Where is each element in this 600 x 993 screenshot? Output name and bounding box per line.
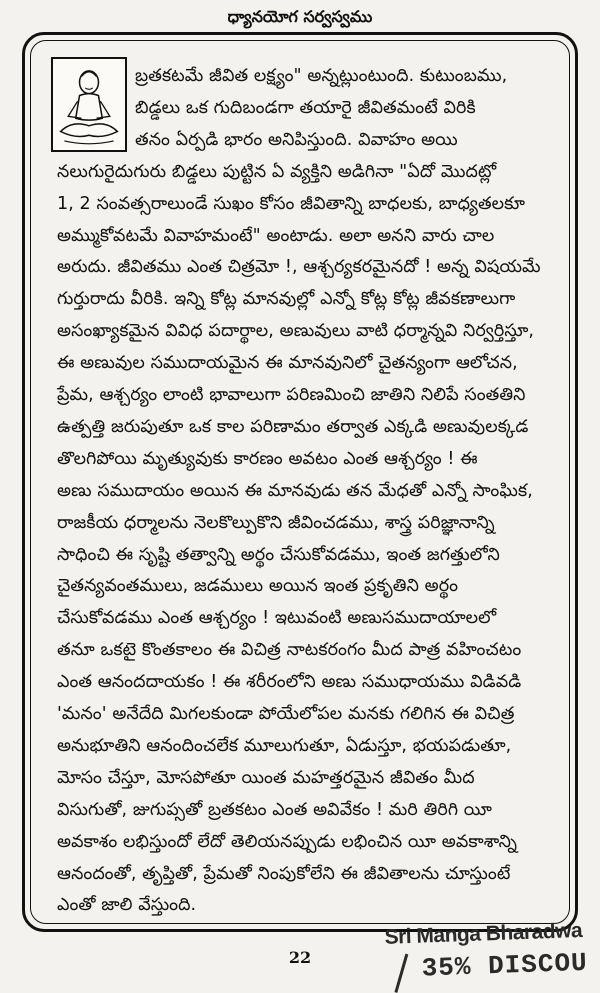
text-line: తొలగిపోయి మృత్యువుకు కారణం అవటం ఎంత ఆశ్చర్యం ! ఈ bbox=[57, 448, 478, 469]
text-line: అరుదు. జీవితము ఎంత చిత్రమో !, ఆశ్చర్యకరమైనదో ! అన్న విషయమే bbox=[57, 257, 541, 278]
text-line: అవకాశం లభిస్తుందో లేదో తెలియనప్పుడు లభించిన యీ అవకాశాన్ని bbox=[57, 831, 518, 852]
text-line: అసంఖ్యాకమైన వివిధ పదార్థాల, అణువులు వాటి ధర్మాన్నవి నిర్వర్తిస్తూ, bbox=[57, 321, 535, 342]
text-line: ఆనందంతో, తృప్తితో, ప్రేమతో నింపుకోలేని ఈ జీవితాలను చూస్తుంటే bbox=[57, 863, 511, 884]
page-number: 22 bbox=[288, 948, 312, 967]
text-line: చైతన్యవంతములు, జడములు అయిన ఇంత ప్రకృతిని అర్థం bbox=[57, 576, 459, 597]
text-line: సాధించి ఈ సృష్టి తత్వాన్ని అర్థం చేసుకోవడము, ఇంత జగత్తులోని bbox=[57, 544, 500, 565]
text-line: బిడ్డలు ఒక గుదిబండగా తయారై జీవితమంటే విరికి bbox=[135, 97, 476, 118]
store-stamp bbox=[380, 912, 600, 993]
text-line: చేసుకోవడము ఎంత ఆశ్చర్యం ! ఇటువంటి అణుసముదాయాలలో bbox=[57, 608, 497, 629]
text-line: ఉత్పత్తి జరుపుతూ ఒక కాల పరిణామం తర్వాత ఎక్కడి అణువులక్కడ bbox=[57, 416, 529, 437]
page-header-title: ధ్యానయోగ సర్వస్వము bbox=[227, 7, 373, 26]
text-line: ఈ అణువుల సముదాయమైన ఈ మానవునిలో చైతన్యంగా ఆలోచన, bbox=[57, 353, 518, 374]
text-line: రాజకీయ ధర్మాలను నెలకొల్పుకొని జీవించడము, శాస్త్ర పరిజ్ఞానాన్ని bbox=[57, 512, 495, 533]
text-line: ప్రేమ, ఆశ్చర్యం లాంటి భావాలుగా పరిణమించి జాతిని నిలిపే సంతతిని bbox=[57, 385, 526, 405]
stamp-slash-mark bbox=[394, 954, 408, 993]
text-line: అనుభూతిని ఆనందించలేక మూలుగుతూ, ఏడుస్తూ, భయపడుతూ, bbox=[57, 735, 512, 756]
text-line: ఎంతో జాలి వేస్తుంది. bbox=[57, 895, 197, 916]
text-line: అణు సముదాయం అయిన ఈ మానవుడు తన మేధతో ఎన్నో సాంఘిక, bbox=[57, 480, 533, 501]
text-line: మోసం చేస్తూ, మోసపోతూ యింత మహత్తరమైన జీవితం మీద bbox=[57, 767, 475, 788]
text-line: తనూ ఒకటై కొంతకాలం ఈ విచిత్ర నాటకరంగం మీద పాత్ర వహించటం bbox=[57, 640, 522, 661]
text-line: ఎంత ఆనందదాయకం ! ఈ శరీరంలోని అణు సముధాయము విడివడి bbox=[57, 672, 522, 693]
text-line: విసుగుతో, జుగుప్సతో బ్రతకటం ఎంత అవివేకం ! మరి తిరిగి యీ bbox=[57, 799, 493, 820]
portrait-image bbox=[51, 57, 127, 152]
text-line: 'మనం' అనేదేది మిగలకుండా పోయేలోపల మనకు గలిగిన ఈ విచిత్ర bbox=[57, 704, 515, 724]
text-line: అమ్ముకోవటమే వివాహమంటే" అంటాడు. అలా అనని వారు చాల bbox=[57, 225, 495, 246]
text-line: తనం ఏర్పడి భారం అనిపిస్తుంది. వివాహం అయి bbox=[135, 129, 458, 150]
text-line: బ్రతకటమే జీవిత లక్ష్యం" అన్నట్లుంటుంది. కుటుంబము, bbox=[135, 66, 508, 86]
seated-man-portrait-icon bbox=[53, 59, 125, 150]
stamp-store-name: Sri Manga Bharadwa bbox=[384, 918, 583, 949]
text-line: గుర్తురాదు వీరికి. ఇన్ని కోట్ల మానవుల్లో ఎన్నో కోట్ల కోట్ల జీవకణాలుగా bbox=[57, 289, 516, 310]
text-line: 1, 2 సంవత్సరాలుండే సుఖం కోసం జీవితాన్ని బాధలకు, బాధ్యతలకూ bbox=[57, 193, 526, 214]
text-line: నలుగురైదుగురు బిడ్డలు పుట్టిన ఏ వ్యక్తిని అడిగినా "ఏదో మొదట్లో bbox=[57, 161, 497, 182]
stamp-discount: 35% DISCOU bbox=[421, 947, 589, 984]
